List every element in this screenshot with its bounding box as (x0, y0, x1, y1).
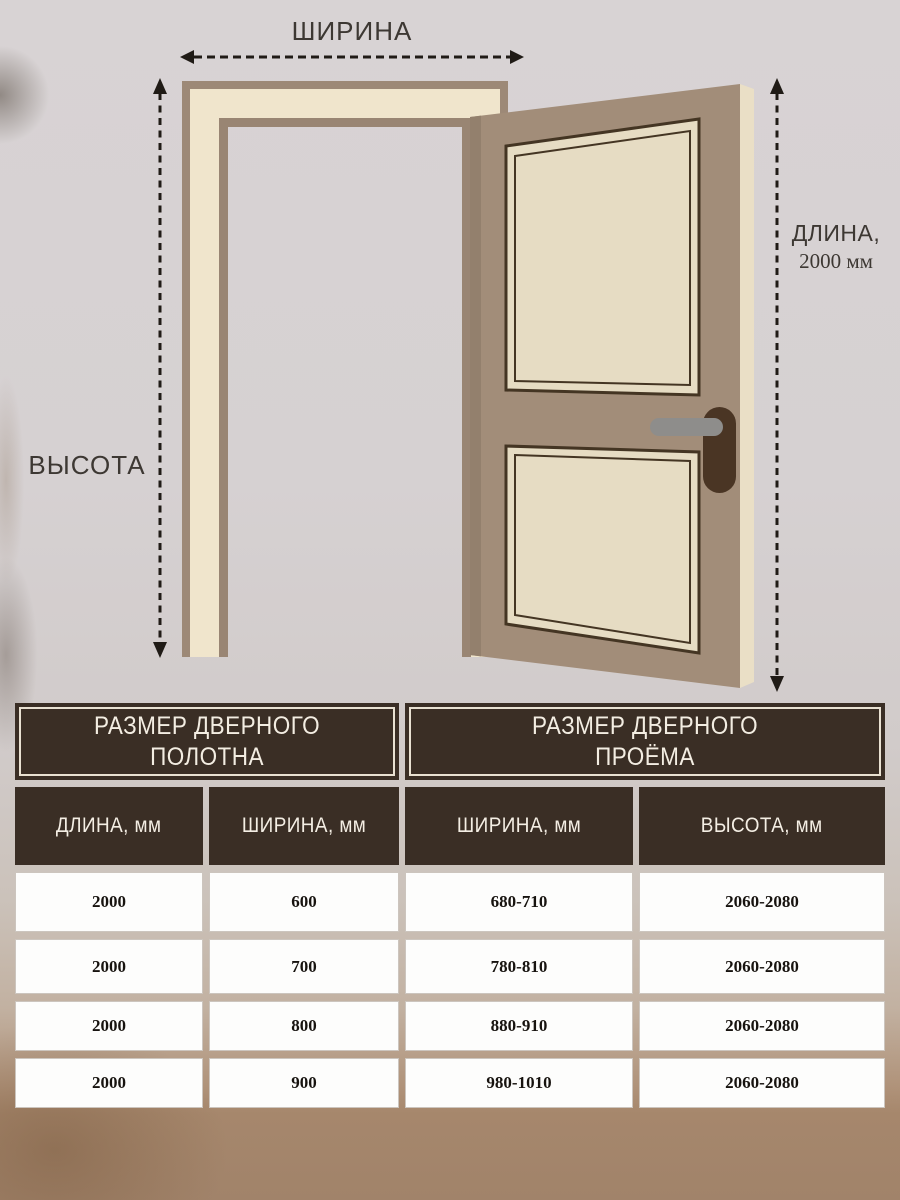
door-edge (740, 84, 754, 688)
length-label (786, 219, 886, 274)
height-arrowhead-bottom (153, 642, 167, 658)
table-cell: 2060-2080 (639, 872, 885, 932)
width-label: ШИРИНА (291, 16, 413, 46)
column-header-leaf-width (209, 787, 399, 865)
door-leaf (470, 84, 754, 688)
length-label-value: 2000 мм (799, 248, 873, 273)
column-header-opening-height (639, 787, 885, 865)
door-panel-bottom (506, 446, 699, 653)
table-cell: 2000 (15, 1058, 203, 1108)
handle-lever (650, 418, 723, 436)
length-arrowhead-top (770, 78, 784, 94)
group-header-leaf (15, 703, 399, 780)
height-label: ВЫСОТА (28, 450, 146, 480)
table-cell: 2060-2080 (639, 1001, 885, 1051)
door-size-table (15, 703, 885, 1108)
table-cell: 780-810 (405, 939, 633, 994)
table-cell: 680-710 (405, 872, 633, 932)
group-header-opening (405, 703, 885, 780)
column-header-opening-width-label: ШИРИНА, мм (456, 814, 582, 837)
column-header-opening-height-label: ВЫСОТА, мм (701, 814, 823, 837)
group-header-leaf-label: РАЗМЕР ДВЕРНОГО ПОЛОТНА (93, 712, 321, 771)
table-cell: 800 (209, 1001, 399, 1051)
door-hinge-shade (470, 116, 481, 657)
group-header-opening-label: РАЗМЕР ДВЕРНОГО ПРОЁМА (531, 712, 759, 771)
height-arrowhead-top (153, 78, 167, 94)
table-cell: 2060-2080 (639, 939, 885, 994)
table-cell: 2060-2080 (639, 1058, 885, 1108)
column-header-leaf-width-label: ШИРИНА, мм (241, 814, 367, 837)
table-cell: 2000 (15, 939, 203, 994)
length-arrowhead-bottom (770, 676, 784, 692)
door-frame (182, 81, 508, 657)
table-cell: 980-1010 (405, 1058, 633, 1108)
width-arrowhead-right (510, 50, 524, 64)
width-arrowhead-left (180, 50, 194, 64)
column-header-length (15, 787, 203, 865)
table-cell: 880-910 (405, 1001, 633, 1051)
table-cell: 700 (209, 939, 399, 994)
column-header-length-label: ДЛИНА, мм (56, 814, 162, 837)
table-cell: 900 (209, 1058, 399, 1108)
table-cell: 600 (209, 872, 399, 932)
column-header-opening-width (405, 787, 633, 865)
door-panel-top (506, 119, 699, 395)
table-cell: 2000 (15, 1001, 203, 1051)
length-label-title: ДЛИНА, (791, 220, 881, 246)
table-cell: 2000 (15, 872, 203, 932)
